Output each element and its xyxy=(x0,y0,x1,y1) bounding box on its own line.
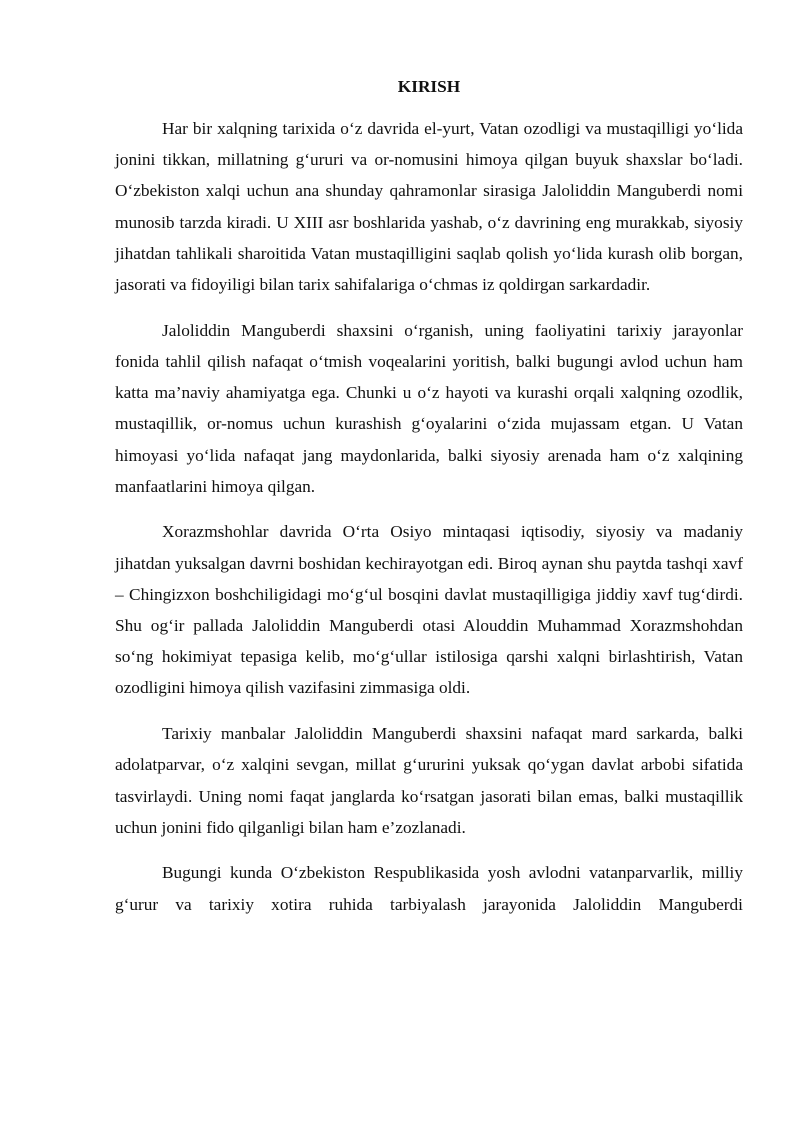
paragraph-1: Har bir xalqning tarixida o‘z davrida el-yurt, Vatan ozodligi va mustaqilligi yo‘lida jonini tikkan, millatning g‘ururi va or-nomusini himoya qilgan buyuk shaxslar bo‘ladi. O‘zbekiston xalqi uchun ana shunday qahramonlar sirasiga Jaloliddin Manguberdi nomi munosib tarzda kiradi. U XIII asr boshlarida yashab, o‘z davrining eng murakkab, siyosiy jihatdan tahlikali sharoitida Vatan mustaqilligini saqlab qolish yo‘lida kurash olib borgan, jasorati va fidoyiligi bilan tarix sahifalariga o‘chmas iz qoldirgan sarkardadir. xyxy=(115,119,743,295)
paragraph-5: Bugungi kunda O‘zbekiston Respublikasida yosh avlodni vatanparvarlik, milliy g‘urur va tarixiy xotira ruhida tarbiyalash jarayonida Jaloliddin Manguberdi xyxy=(115,863,743,914)
paragraph-2: Jaloliddin Manguberdi shaxsini o‘rganish, uning faoliyatini tarixiy jarayonlar fonida tahlil qilish nafaqat o‘tmish voqealarini yoritish, balki bugungi avlod uchun ham katta ma’naviy ahamiyatga ega. Chunki u o‘z hayoti va kurashi orqali xalqning ozodlik, mustaqillik, or-nomus uchun kurashish g‘oyalarini o‘zida mujassam etgan. U Vatan himoyasi yo‘lida nafaqat jang maydonlarida, balki siyosiy arenada ham o‘z xalqining manfaatlarini himoya qilgan. xyxy=(115,320,743,496)
page-content xyxy=(115,72,743,934)
paragraph-3: Xorazmshohlar davrida O‘rta Osiyo mintaqasi iqtisodiy, siyosiy va madaniy jihatdan yuksalgan davrni boshidan kechirayotgan edi. Biroq aynan shu paytda tashqi xavf – Chingizxon boshchiligidagi mo‘g‘ul bosqini davlat mustaqilligiga jiddiy xavf tug‘dirdi. Shu og‘ir pallada Jaloliddin Manguberdi otasi Alouddin Muhammad Xorazmshohdan so‘ng hokimiyat tepasiga kelib, mo‘g‘ullar istilosiga qarshi xalqni birlashtirish, Vatan ozodligini himoya qilish vazifasini zimmasiga oldi. xyxy=(115,522,743,698)
paragraph-4: Tarixiy manbalar Jaloliddin Manguberdi shaxsini nafaqat mard sarkarda, balki adolatparvar, o‘z xalqini sevgan, millat g‘ururini yuksak qo‘ygan davlat arbobi sifatida tasvirlaydi. Uning nomi faqat janglarda ko‘rsatgan jasorati bilan emas, balki mustaqillik uchun jonini fido qilganligi bilan ham e’zozlanadi. xyxy=(115,724,743,837)
page-title: KIRISH xyxy=(397,77,461,96)
